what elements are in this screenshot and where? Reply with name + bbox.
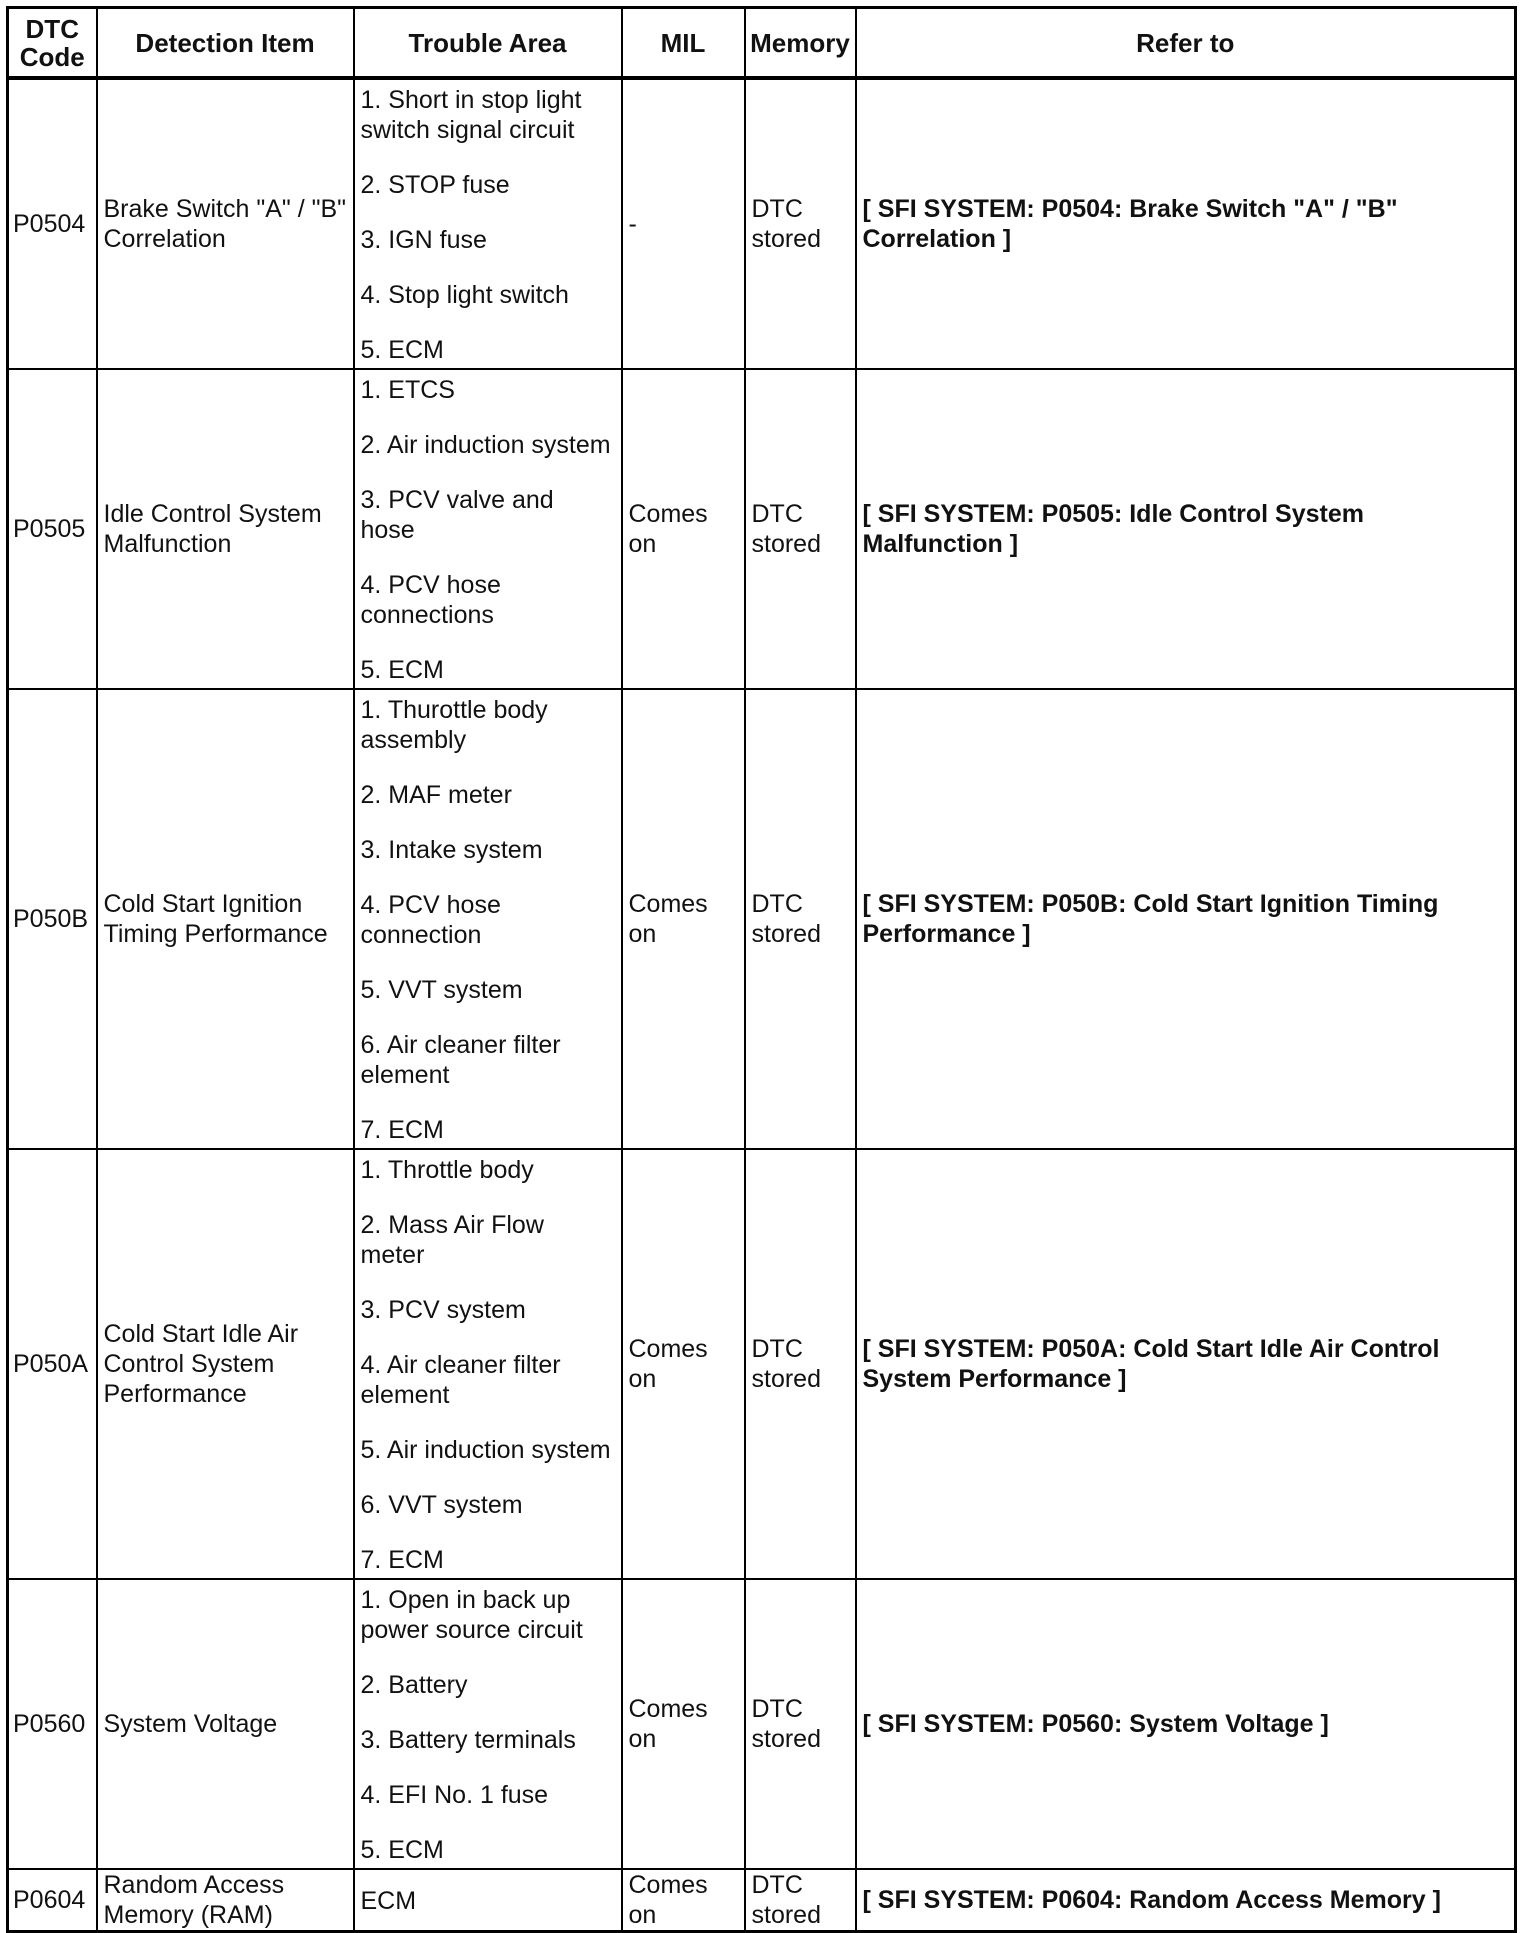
header-dtc-code-line1: DTC <box>25 13 79 44</box>
refer-to-link: [ SFI SYSTEM: P050A: Cold Start Idle Air Control System Performance ] <box>856 1149 1516 1579</box>
header-dtc-code-line2: Code <box>19 41 85 72</box>
table-row <box>8 1149 1516 1579</box>
header-detection-item: Detection Item <box>97 8 354 79</box>
table-body <box>8 78 1516 1932</box>
header-row <box>8 8 1516 79</box>
trouble-area-item: 4. Air cleaner filter element <box>360 1351 561 1409</box>
trouble-area-item: 7. ECM <box>360 1546 444 1574</box>
trouble-area-item: 3. Intake system <box>360 836 543 864</box>
trouble-area-item: 2. Mass Air Flow meter <box>360 1211 544 1269</box>
detection-item-cell: Idle Control System Malfunction <box>97 369 354 689</box>
dtc-code-cell: P0604 <box>8 1869 97 1932</box>
detection-item-cell: System Voltage <box>97 1579 354 1869</box>
trouble-area-item: 7. ECM <box>360 1116 444 1144</box>
trouble-area-item: 5. VVT system <box>360 976 523 1004</box>
trouble-area-item: 4. Stop light switch <box>360 281 569 309</box>
trouble-area-item: 5. ECM <box>360 656 444 684</box>
refer-to-link: [ SFI SYSTEM: P050B: Cold Start Ignition Timing Performance ] <box>856 689 1516 1149</box>
table-row <box>8 1869 1516 1932</box>
trouble-area-item: 2. STOP fuse <box>360 171 510 199</box>
dtc-table <box>6 6 1517 1933</box>
trouble-area-item: 3. PCV system <box>360 1296 526 1324</box>
trouble-area-item: 1. Thurottle body assembly <box>360 696 548 754</box>
dtc-code-cell: P050A <box>8 1149 97 1579</box>
trouble-area-cell <box>354 1149 622 1579</box>
trouble-area-cell <box>354 1869 622 1932</box>
trouble-area-item: 5. ECM <box>360 1836 444 1864</box>
trouble-area-item: 2. MAF meter <box>360 781 512 809</box>
trouble-area-cell <box>354 369 622 689</box>
trouble-area-item: 1. ETCS <box>360 376 455 404</box>
trouble-area-item: 3. Battery terminals <box>360 1726 576 1754</box>
trouble-area-item: 4. PCV hose connection <box>360 891 501 949</box>
mil-cell: Comes on <box>622 1579 745 1869</box>
trouble-area-item: 3. IGN fuse <box>360 226 487 254</box>
table-row <box>8 78 1516 369</box>
header-mil: MIL <box>622 8 745 79</box>
trouble-area-item: ECM <box>360 1887 417 1915</box>
refer-to-link: [ SFI SYSTEM: P0504: Brake Switch "A" / "B" Correlation ] <box>856 78 1516 369</box>
dtc-code-cell: P0504 <box>8 78 97 369</box>
mil-cell: Comes on <box>622 1149 745 1579</box>
trouble-area-item: 1. Short in stop light switch signal circuit <box>360 86 582 144</box>
memory-cell: DTC stored <box>745 1869 856 1932</box>
header-refer-to: Refer to <box>856 8 1516 79</box>
memory-cell: DTC stored <box>745 689 856 1149</box>
trouble-area-cell <box>354 78 622 369</box>
header-dtc-code <box>8 8 97 79</box>
trouble-area-item: 6. Air cleaner filter element <box>360 1031 561 1089</box>
trouble-area-item: 2. Air induction system <box>360 431 611 459</box>
table-row <box>8 369 1516 689</box>
header-memory: Memory <box>745 8 856 79</box>
dtc-code-cell: P0505 <box>8 369 97 689</box>
detection-item-cell: Cold Start Idle Air Control System Performance <box>97 1149 354 1579</box>
dtc-code-cell: P050B <box>8 689 97 1149</box>
dtc-code-cell: P0560 <box>8 1579 97 1869</box>
detection-item-cell: Brake Switch "A" / "B" Correlation <box>97 78 354 369</box>
table-row <box>8 689 1516 1149</box>
trouble-area-item: 3. PCV valve and hose <box>360 486 554 544</box>
trouble-area-item: 2. Battery <box>360 1671 468 1699</box>
trouble-area-item: 4. EFI No. 1 fuse <box>360 1781 549 1809</box>
memory-cell: DTC stored <box>745 78 856 369</box>
memory-cell: DTC stored <box>745 1579 856 1869</box>
trouble-area-item: 5. ECM <box>360 336 444 364</box>
trouble-area-item: 6. VVT system <box>360 1491 523 1519</box>
refer-to-link: [ SFI SYSTEM: P0505: Idle Control System Malfunction ] <box>856 369 1516 689</box>
trouble-area-item: 1. Throttle body <box>360 1156 534 1184</box>
mil-cell: - <box>622 78 745 369</box>
detection-item-cell: Random Access Memory (RAM) <box>97 1869 354 1932</box>
refer-to-link: [ SFI SYSTEM: P0560: System Voltage ] <box>856 1579 1516 1869</box>
trouble-area-cell <box>354 689 622 1149</box>
trouble-area-cell <box>354 1579 622 1869</box>
mil-cell: Comes on <box>622 689 745 1149</box>
memory-cell: DTC stored <box>745 369 856 689</box>
refer-to-link: [ SFI SYSTEM: P0604: Random Access Memory ] <box>856 1869 1516 1932</box>
memory-cell: DTC stored <box>745 1149 856 1579</box>
table-row <box>8 1579 1516 1869</box>
trouble-area-item: 5. Air induction system <box>360 1436 611 1464</box>
trouble-area-item: 1. Open in back up power source circuit <box>360 1586 583 1644</box>
mil-cell: Comes on <box>622 1869 745 1932</box>
mil-cell: Comes on <box>622 369 745 689</box>
header-trouble-area: Trouble Area <box>354 8 622 79</box>
trouble-area-item: 4. PCV hose connections <box>360 571 501 629</box>
detection-item-cell: Cold Start Ignition Timing Performance <box>97 689 354 1149</box>
